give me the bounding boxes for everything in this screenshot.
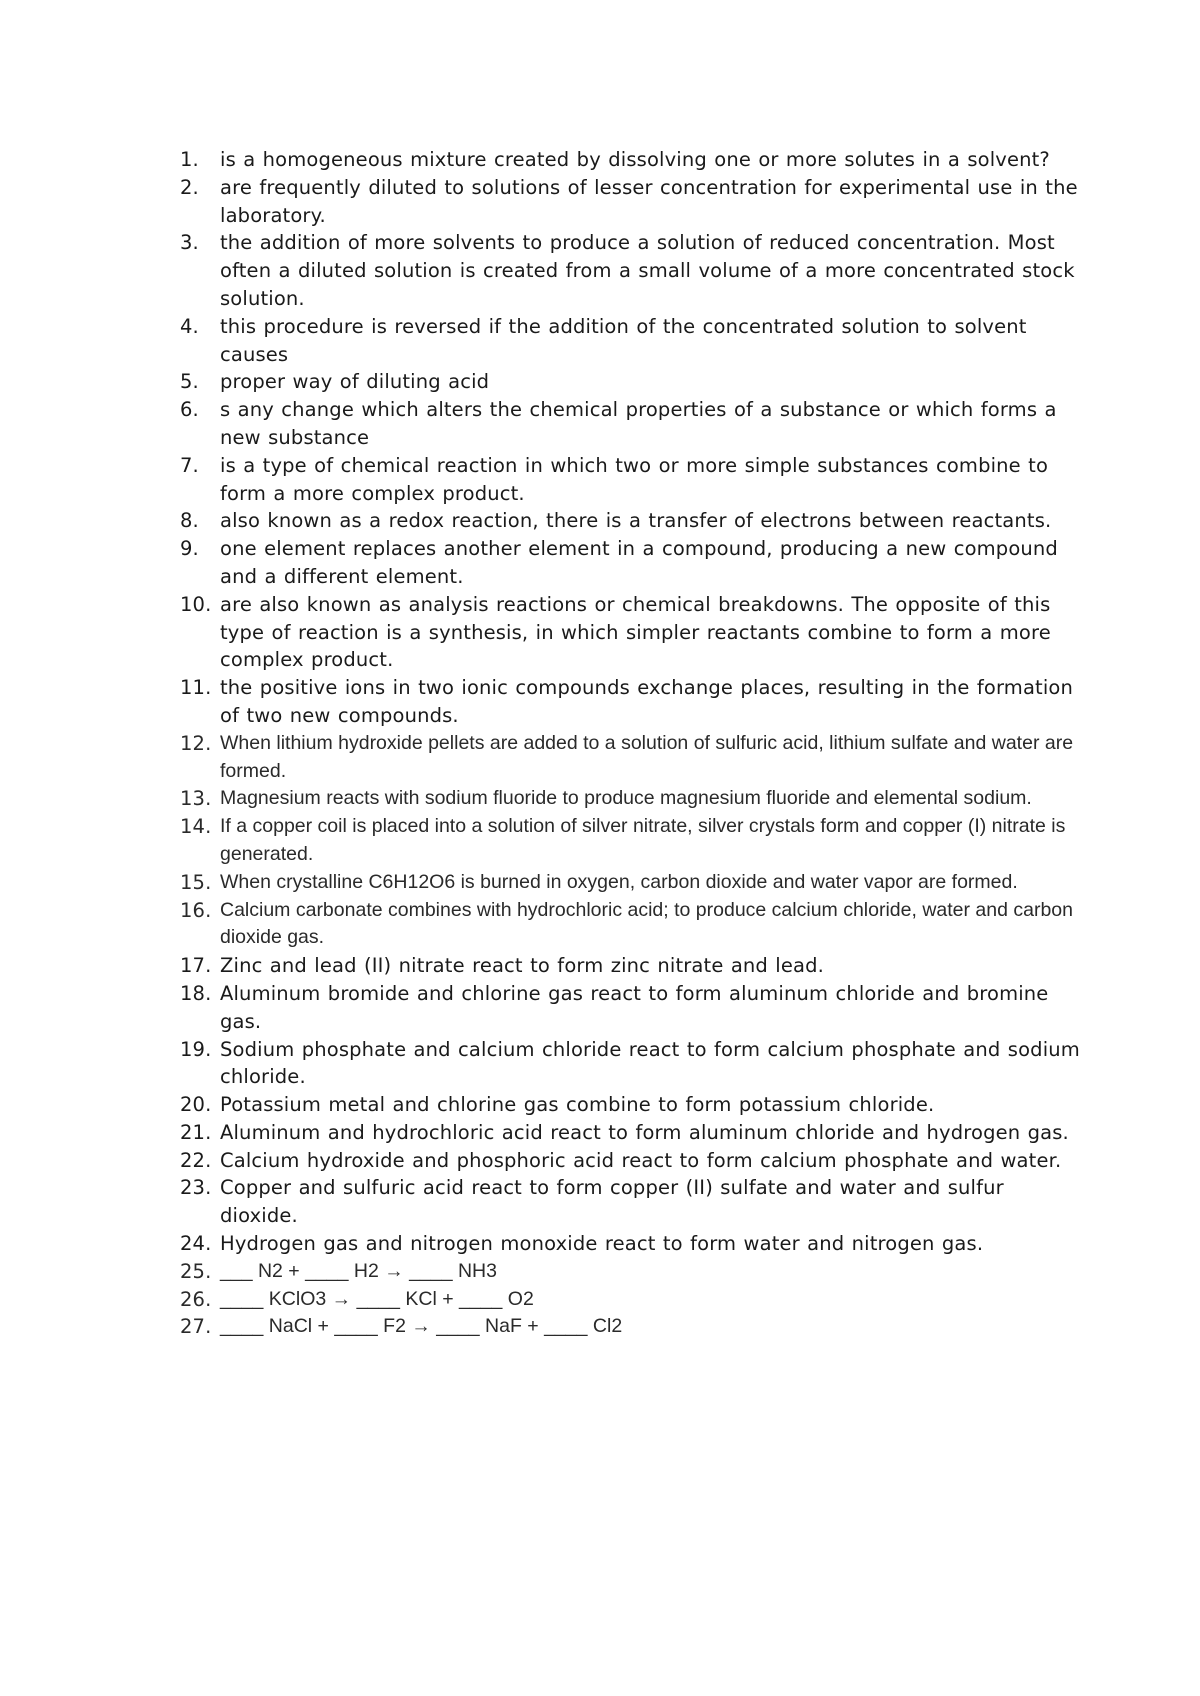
- question-number: 1.: [180, 148, 199, 171]
- question-item: [180, 507, 1080, 535]
- question-text: proper way of diluting acid: [220, 370, 490, 394]
- question-item: [180, 452, 1080, 508]
- question-text: are also known as analysis reactions or chemical breakdowns. The opposite of this type of reaction is a synthesis, in which simpler reactants combine to form a more complex product.: [220, 592, 1051, 672]
- question-number: 9.: [180, 537, 199, 561]
- question-item: [180, 813, 1080, 869]
- question-text: Calcium hydroxide and phosphoric acid react to form calcium phosphate and water.: [220, 1148, 1062, 1172]
- question-text: Magnesium reacts with sodium fluoride to produce magnesium fluoride and elemental sodium.: [220, 787, 1032, 810]
- question-number: 6.: [180, 398, 199, 422]
- question-item: [180, 1286, 1080, 1314]
- question-number: 13.: [180, 787, 212, 811]
- question-list: [180, 146, 1080, 1341]
- question-item: [180, 1230, 1080, 1258]
- question-text: Hydrogen gas and nitrogen monoxide react to form water and nitrogen gas.: [220, 1232, 984, 1256]
- question-text: ____ NaCl + ____ F2 → ____ NaF + ____ Cl2: [220, 1315, 623, 1338]
- question-number: 21.: [180, 1120, 212, 1144]
- question-text: Sodium phosphate and calcium chloride react to form calcium phosphate and sodium chloride.: [220, 1037, 1080, 1089]
- question-text: Potassium metal and chlorine gas combine to form potassium chloride.: [220, 1093, 935, 1117]
- question-number: 24.: [180, 1232, 212, 1256]
- question-text: When crystalline C6H12O6 is burned in oxygen, carbon dioxide and water vapor are formed.: [220, 870, 1018, 893]
- question-item: [180, 1119, 1080, 1147]
- question-number: 17.: [180, 954, 212, 978]
- question-item: [180, 229, 1080, 312]
- question-item: [180, 1313, 1080, 1341]
- question-item: [180, 396, 1080, 452]
- question-text: also known as a redox reaction, there is a transfer of electrons between reactants.: [220, 509, 1052, 533]
- question-text: Aluminum bromide and chlorine gas react to form aluminum chloride and bromine gas.: [220, 981, 1049, 1033]
- question-text: If a copper coil is placed into a solution of silver nitrate, silver crystals form and copper (I) nitrate is generated.: [220, 815, 1066, 865]
- question-number: 15.: [180, 870, 212, 894]
- question-item: [180, 146, 1080, 174]
- question-item: [180, 1036, 1080, 1092]
- question-text: Copper and sulfuric acid react to form copper (II) sulfate and water and sulfur dioxide.: [220, 1176, 1004, 1228]
- question-number: 8.: [180, 509, 199, 533]
- question-text: are frequently diluted to solutions of lesser concentration for experimental use in the laboratory.: [220, 175, 1078, 227]
- question-text: ____ KClO3 → ____ KCl + ____ O2: [220, 1287, 534, 1310]
- question-item: [180, 535, 1080, 591]
- question-number: 2.: [180, 175, 199, 199]
- question-text: s any change which alters the chemical properties of a substance or which forms a new substance: [220, 398, 1057, 449]
- question-number: 18.: [180, 981, 212, 1005]
- question-number: 25.: [180, 1259, 212, 1283]
- question-number: 16.: [180, 898, 212, 922]
- question-item: [180, 368, 1080, 396]
- question-number: 20.: [180, 1093, 212, 1117]
- question-text: Aluminum and hydrochloric acid react to form aluminum chloride and hydrogen gas.: [220, 1120, 1069, 1144]
- question-text: the addition of more solvents to produce a solution of reduced concentration. Most often a diluted solution is created from a small volume of a more concentrated stock solution.: [220, 231, 1075, 310]
- question-item: [180, 174, 1080, 230]
- question-item: [180, 1258, 1080, 1286]
- question-item: [180, 897, 1080, 953]
- question-text: is a type of chemical reaction in which two or more simple substances combine to form a more complex product.: [220, 453, 1049, 505]
- question-item: [180, 980, 1080, 1036]
- question-text: Calcium carbonate combines with hydrochloric acid; to produce calcium chloride, water and carbon dioxide gas.: [220, 898, 1074, 949]
- question-item: [180, 785, 1080, 813]
- question-text: When lithium hydroxide pellets are added to a solution of sulfuric acid, lithium sulfate and water are formed.: [220, 731, 1074, 782]
- question-item: [180, 952, 1080, 980]
- question-number: 22.: [180, 1148, 212, 1172]
- question-number: 14.: [180, 815, 212, 839]
- question-item: [180, 591, 1080, 674]
- question-number: 4.: [180, 314, 199, 338]
- question-text: the positive ions in two ionic compounds exchange places, resulting in the formation of two new compounds.: [220, 676, 1073, 727]
- question-item: [180, 313, 1080, 369]
- question-item: [180, 1147, 1080, 1175]
- question-item: [180, 1174, 1080, 1230]
- question-item: [180, 1091, 1080, 1119]
- question-text: this procedure is reversed if the addition of the concentrated solution to solvent causes: [220, 314, 1027, 366]
- question-number: 27.: [180, 1315, 212, 1339]
- question-text: one element replaces another element in a compound, producing a new compound and a different element.: [220, 537, 1058, 588]
- question-number: 10.: [180, 592, 212, 616]
- question-text: is a homogeneous mixture created by dissolving one or more solutes in a solvent?: [220, 148, 1050, 171]
- question-number: 19.: [180, 1037, 212, 1061]
- question-number: 7.: [180, 453, 199, 477]
- question-number: 11.: [180, 676, 212, 700]
- question-number: 23.: [180, 1176, 212, 1200]
- question-number: 12.: [180, 731, 212, 755]
- question-item: [180, 869, 1080, 897]
- question-item: [180, 730, 1080, 786]
- question-number: 3.: [180, 231, 199, 255]
- question-item: [180, 674, 1080, 730]
- question-text: Zinc and lead (II) nitrate react to form zinc nitrate and lead.: [220, 954, 825, 978]
- question-number: 26.: [180, 1287, 212, 1311]
- question-number: 5.: [180, 370, 199, 394]
- question-text: ___ N2 + ____ H2 → ____ NH3: [220, 1259, 497, 1282]
